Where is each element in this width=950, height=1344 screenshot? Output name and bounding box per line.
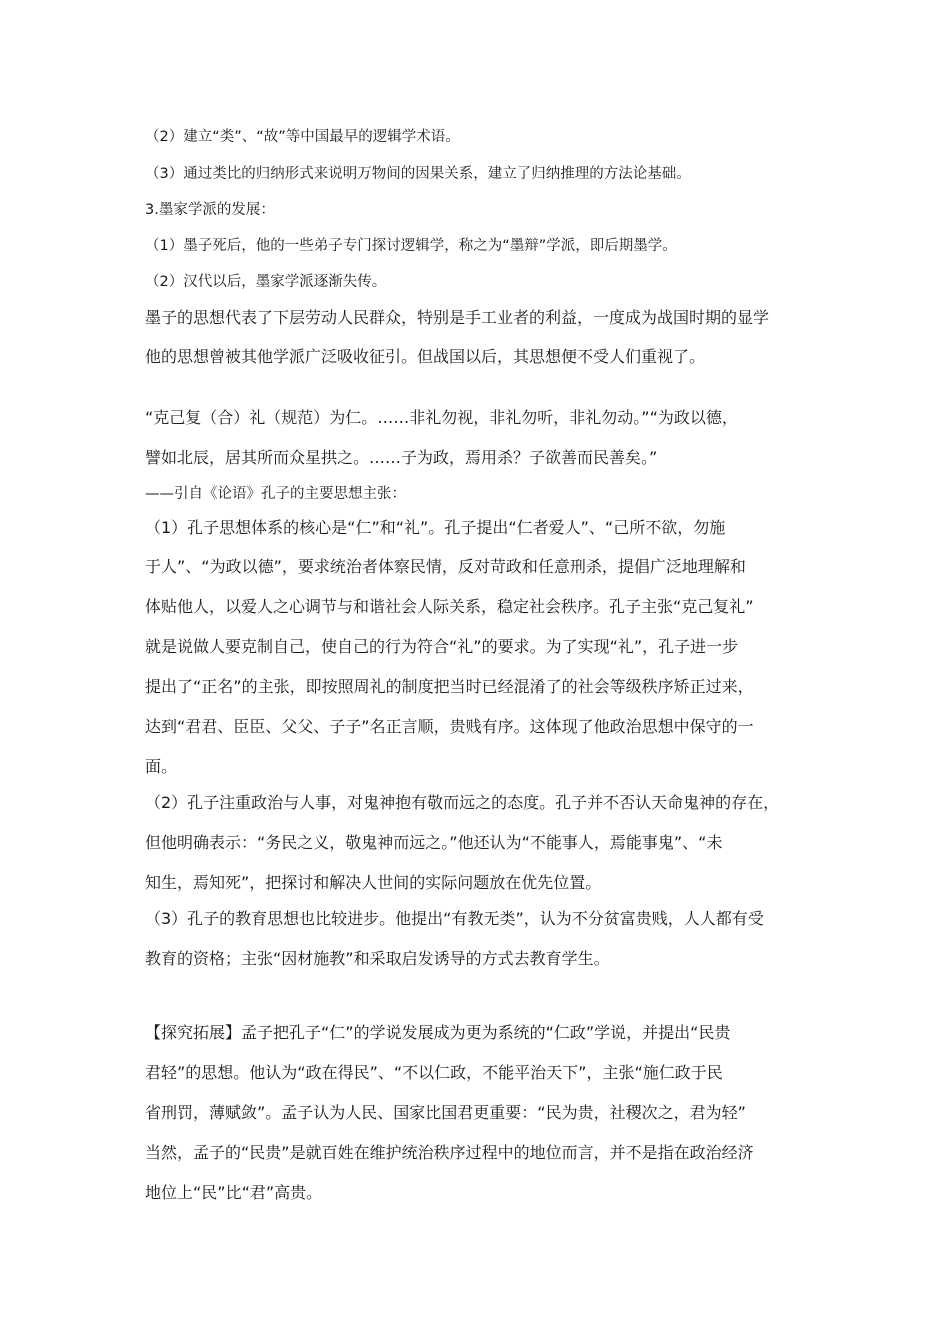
- extension-paragraph-line: 当然，孟子的“民贵”是就百姓在维护统治秩序过程中的地位而言，并不是指在政治经济: [145, 1143, 754, 1162]
- summary-line: 墨子的思想代表了下层劳动人民群众，特别是手工业者的利益，一度成为战国时期的显学: [145, 308, 770, 327]
- paragraph-line: （1）孔子思想体系的核心是“仁”和“礼”。孔子提出“仁者爱人”、“己所不欲，勿施: [145, 518, 726, 537]
- extension-paragraph-line: 【探究拓展】孟子把孔子“仁”的学说发展成为更为系统的“仁政”学说，并提出“民贵: [145, 1023, 731, 1042]
- paragraph-line: 体贴他人，以爱人之心调节与和谐社会人际关系，稳定社会秩序。孔子主张“克己复礼”: [145, 597, 754, 616]
- paragraph-line: 于人”、“为政以德”，要求统治者体察民情，反对苛政和任意刑杀，提倡广泛地理解和: [145, 557, 746, 576]
- paragraph-line: 面。: [145, 757, 178, 776]
- paragraph-line: 知生，焉知死”，把探讨和解决人世间的实际问题放在优先位置。: [145, 873, 602, 892]
- list-item-logic-terms: （2）建立“类”、“故”等中国最早的逻辑学术语。: [145, 129, 460, 145]
- analects-quote-line: 譬如北辰，居其所而众星拱之。……子为政，焉用杀？子欲善而民善矣。”: [145, 448, 658, 467]
- summary-line: 他的思想曾被其他学派广泛吸收征引。但战国以后，其思想便不受人们重视了。: [145, 347, 706, 366]
- paragraph-line: （2）孔子注重政治与人事，对鬼神抱有敬而远之的态度。孔子并不否认天命鬼神的存在，: [145, 793, 780, 812]
- paragraph-line: 但他明确表示：“务民之义，敬鬼神而远之。”他还认为“不能事人，焉能事鬼”、“未: [145, 833, 723, 852]
- list-item-mohism-decline: （2）汉代以后，墨家学派逐渐失传。: [145, 274, 387, 290]
- extension-paragraph-line: 省刑罚，薄赋敛”。孟子认为人民、国家比国君更重要：“民为贵，社稷次之，君为轻”: [145, 1103, 746, 1122]
- paragraph-line: （3）孔子的教育思想也比较进步。他提出“有教无类”，认为不分贫富贵贱，人人都有受: [145, 909, 764, 928]
- quote-source: ——引自《论语》孔子的主要思想主张：: [145, 486, 406, 502]
- paragraph-line: 提出了“正名”的主张，即按照周礼的制度把当时已经混淆了的社会等级秩序矫正过来，: [145, 677, 754, 696]
- paragraph-line: 达到“君君、臣臣、父父、子子”名正言顺，贵贱有序。这体现了他政治思想中保守的一: [145, 717, 754, 736]
- analects-quote-line: “克己复（合）礼（规范）为仁。……非礼勿视，非礼勿听，非礼勿动。”“为政以德，: [145, 408, 738, 427]
- section-heading-mohist-development: 3.墨家学派的发展：: [145, 202, 275, 218]
- paragraph-line: 就是说做人要克制自己，使自己的行为符合“礼”的要求。为了实现“礼”，孔子进一步: [145, 637, 739, 656]
- extension-paragraph-line: 地位上“民”比“君”高贵。: [145, 1183, 323, 1202]
- list-item-induction: （3）通过类比的归纳形式来说明万物间的因果关系，建立了归纳推理的方法论基础。: [145, 166, 691, 182]
- list-item-later-mohism: （1）墨子死后，他的一些弟子专门探讨逻辑学，称之为“墨辩”学派，即后期墨学。: [145, 238, 677, 254]
- paragraph-line: 教育的资格；主张“因材施教”和采取启发诱导的方式去教育学生。: [145, 949, 610, 968]
- extension-paragraph-line: 君轻”的思想。他认为“政在得民”、“不以仁政，不能平治天下”，主张“施仁政于民: [145, 1063, 723, 1082]
